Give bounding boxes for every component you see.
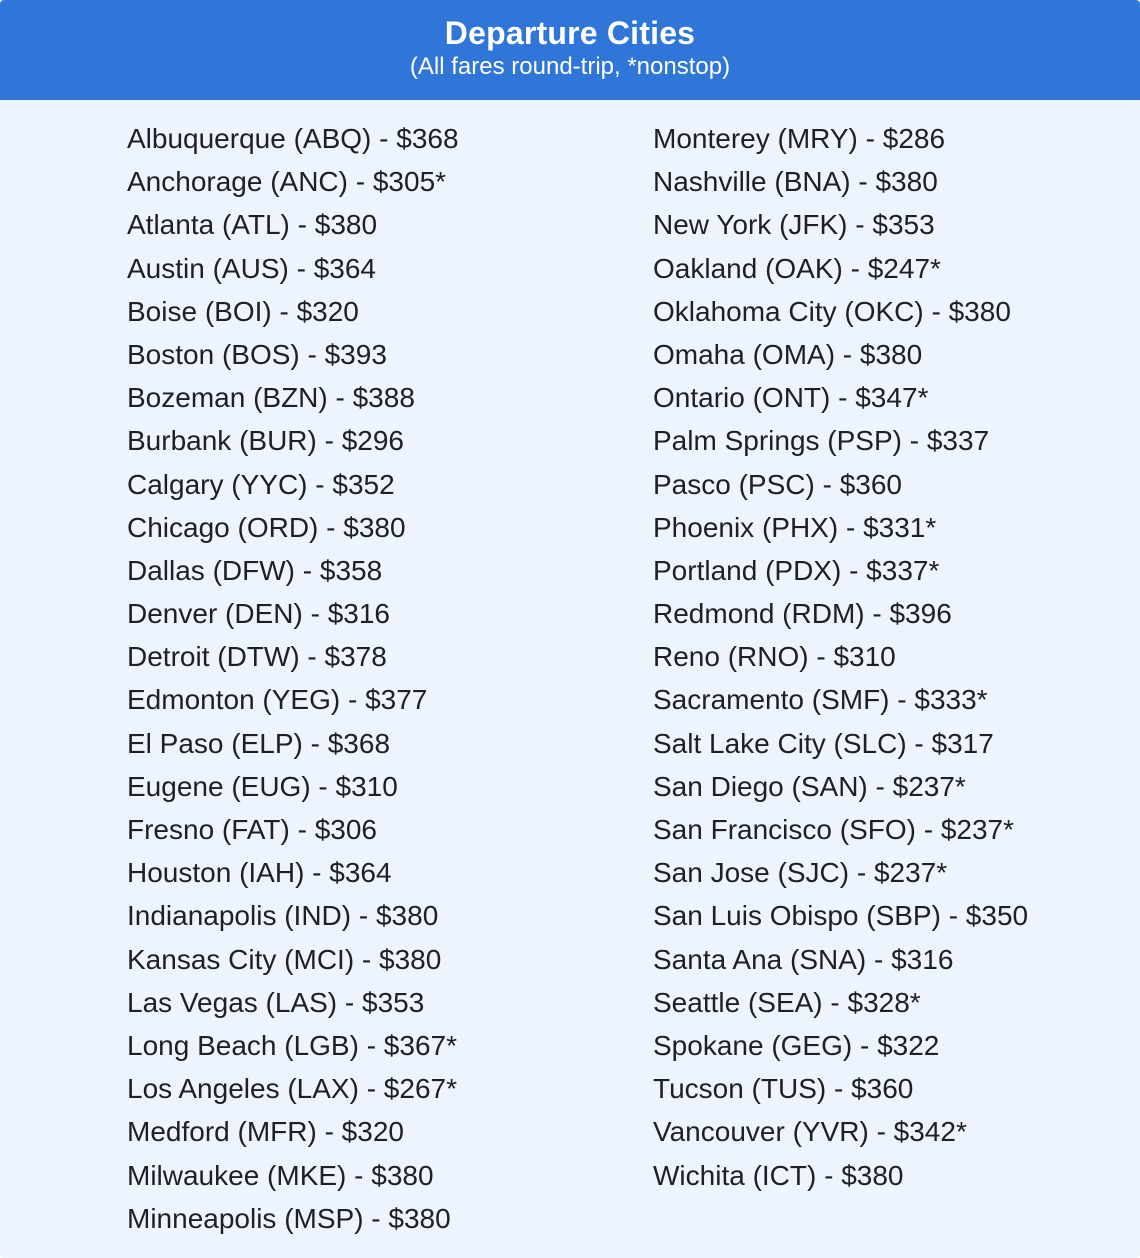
city-fare-item: Albuquerque (ABQ) - $368 — [127, 123, 459, 154]
city-fare-item: Milwaukee (MKE) - $380 — [127, 1159, 434, 1191]
city-fare-item: Ontario (ONT) - $347* — [653, 382, 929, 414]
city-fare-item: Tucson (TUS) - $360 — [653, 1073, 914, 1105]
city-fare-item: Pasco (PSC) - $360 — [653, 468, 902, 500]
city-fare-item: Edmonton (YEG) - $377 — [127, 684, 428, 716]
panel-header — [0, 0, 1140, 100]
city-fare-item: Spokane (GEG) - $322 — [653, 1029, 940, 1061]
city-fare-item: San Luis Obispo (SBP) - $350 — [653, 900, 1029, 932]
city-fare-item: San Francisco (SFO) - $237* — [653, 814, 1015, 845]
city-fare-item: Wichita (ICT) - $380 — [653, 1159, 904, 1191]
city-fare-item: Monterey (MRY) - $286 — [653, 123, 946, 154]
city-fare-item: Sacramento (SMF) - $333* — [653, 684, 988, 716]
city-fare-item: San Jose (SJC) - $237* — [653, 857, 948, 889]
city-fare-item: Vancouver (YVR) - $342* — [653, 1116, 967, 1148]
city-list-left — [127, 117, 459, 1240]
city-fare-item: Burbank (BUR) - $296 — [127, 425, 405, 457]
city-fare-item: Calgary (YYC) - $352 — [127, 468, 395, 500]
city-fare-item: Detroit (DTW) - $378 — [127, 641, 387, 673]
city-fare-item: Seattle (SEA) - $328* — [653, 986, 921, 1018]
city-fare-item: Los Angeles (LAX) - $267* — [127, 1073, 457, 1105]
city-fare-item: Bozeman (BZN) - $388 — [127, 382, 415, 414]
panel-title: Departure Cities — [444, 15, 696, 51]
city-list-right — [653, 117, 1028, 1197]
city-fare-item: Portland (PDX) - $337* — [653, 554, 940, 586]
panel-subtitle: (All fares round-trip, *nonstop) — [409, 53, 731, 80]
city-fare-item: Fresno (FAT) - $306 — [127, 814, 378, 845]
city-fare-item: Omaha (OMA) - $380 — [653, 338, 923, 370]
city-fare-item: Long Beach (LGB) - $367* — [127, 1029, 457, 1061]
city-fare-item: Chicago (ORD) - $380 — [127, 511, 406, 543]
city-fare-item: Boise (BOI) - $320 — [127, 295, 359, 327]
city-fare-item: Denver (DEN) - $316 — [127, 598, 390, 630]
city-fare-item: Phoenix (PHX) - $331* — [653, 511, 937, 543]
city-fare-item: Anchorage (ANC) - $305* — [127, 166, 447, 198]
city-fare-item: Austin (AUS) - $364 — [127, 252, 376, 284]
city-fare-item: Kansas City (MCI) - $380 — [127, 943, 442, 975]
city-fare-item: Las Vegas (LAS) - $353 — [127, 986, 425, 1018]
city-fare-item: Oklahoma City (OKC) - $380 — [653, 295, 1011, 327]
city-fare-item: Minneapolis (MSP) - $380 — [127, 1202, 451, 1234]
city-fare-item: Salt Lake City (SLC) - $317 — [653, 727, 994, 759]
city-fare-item: Indianapolis (IND) - $380 — [127, 900, 439, 932]
city-fare-item: Atlanta (ATL) - $380 — [127, 209, 378, 241]
city-fare-item: Boston (BOS) - $393 — [127, 338, 387, 370]
city-fare-item: Oakland (OAK) - $247* — [653, 252, 941, 284]
city-fare-item: Santa Ana (SNA) - $316 — [653, 943, 954, 975]
city-fare-item: Redmond (RDM) - $396 — [653, 598, 952, 630]
city-fare-item: Reno (RNO) - $310 — [653, 641, 896, 673]
city-fare-item: Medford (MFR) - $320 — [127, 1116, 404, 1148]
city-fare-item: El Paso (ELP) - $368 — [127, 727, 391, 759]
city-fare-item: New York (JFK) - $353 — [653, 209, 935, 241]
city-fare-item: Nashville (BNA) - $380 — [653, 166, 938, 198]
city-fare-item: Eugene (EUG) - $310 — [127, 770, 398, 802]
city-fare-item: Palm Springs (PSP) - $337 — [653, 425, 990, 457]
city-fare-item: Houston (IAH) - $364 — [127, 857, 392, 889]
city-fare-item: San Diego (SAN) - $237* — [653, 770, 966, 802]
city-fare-item: Dallas (DFW) - $358 — [127, 554, 383, 586]
